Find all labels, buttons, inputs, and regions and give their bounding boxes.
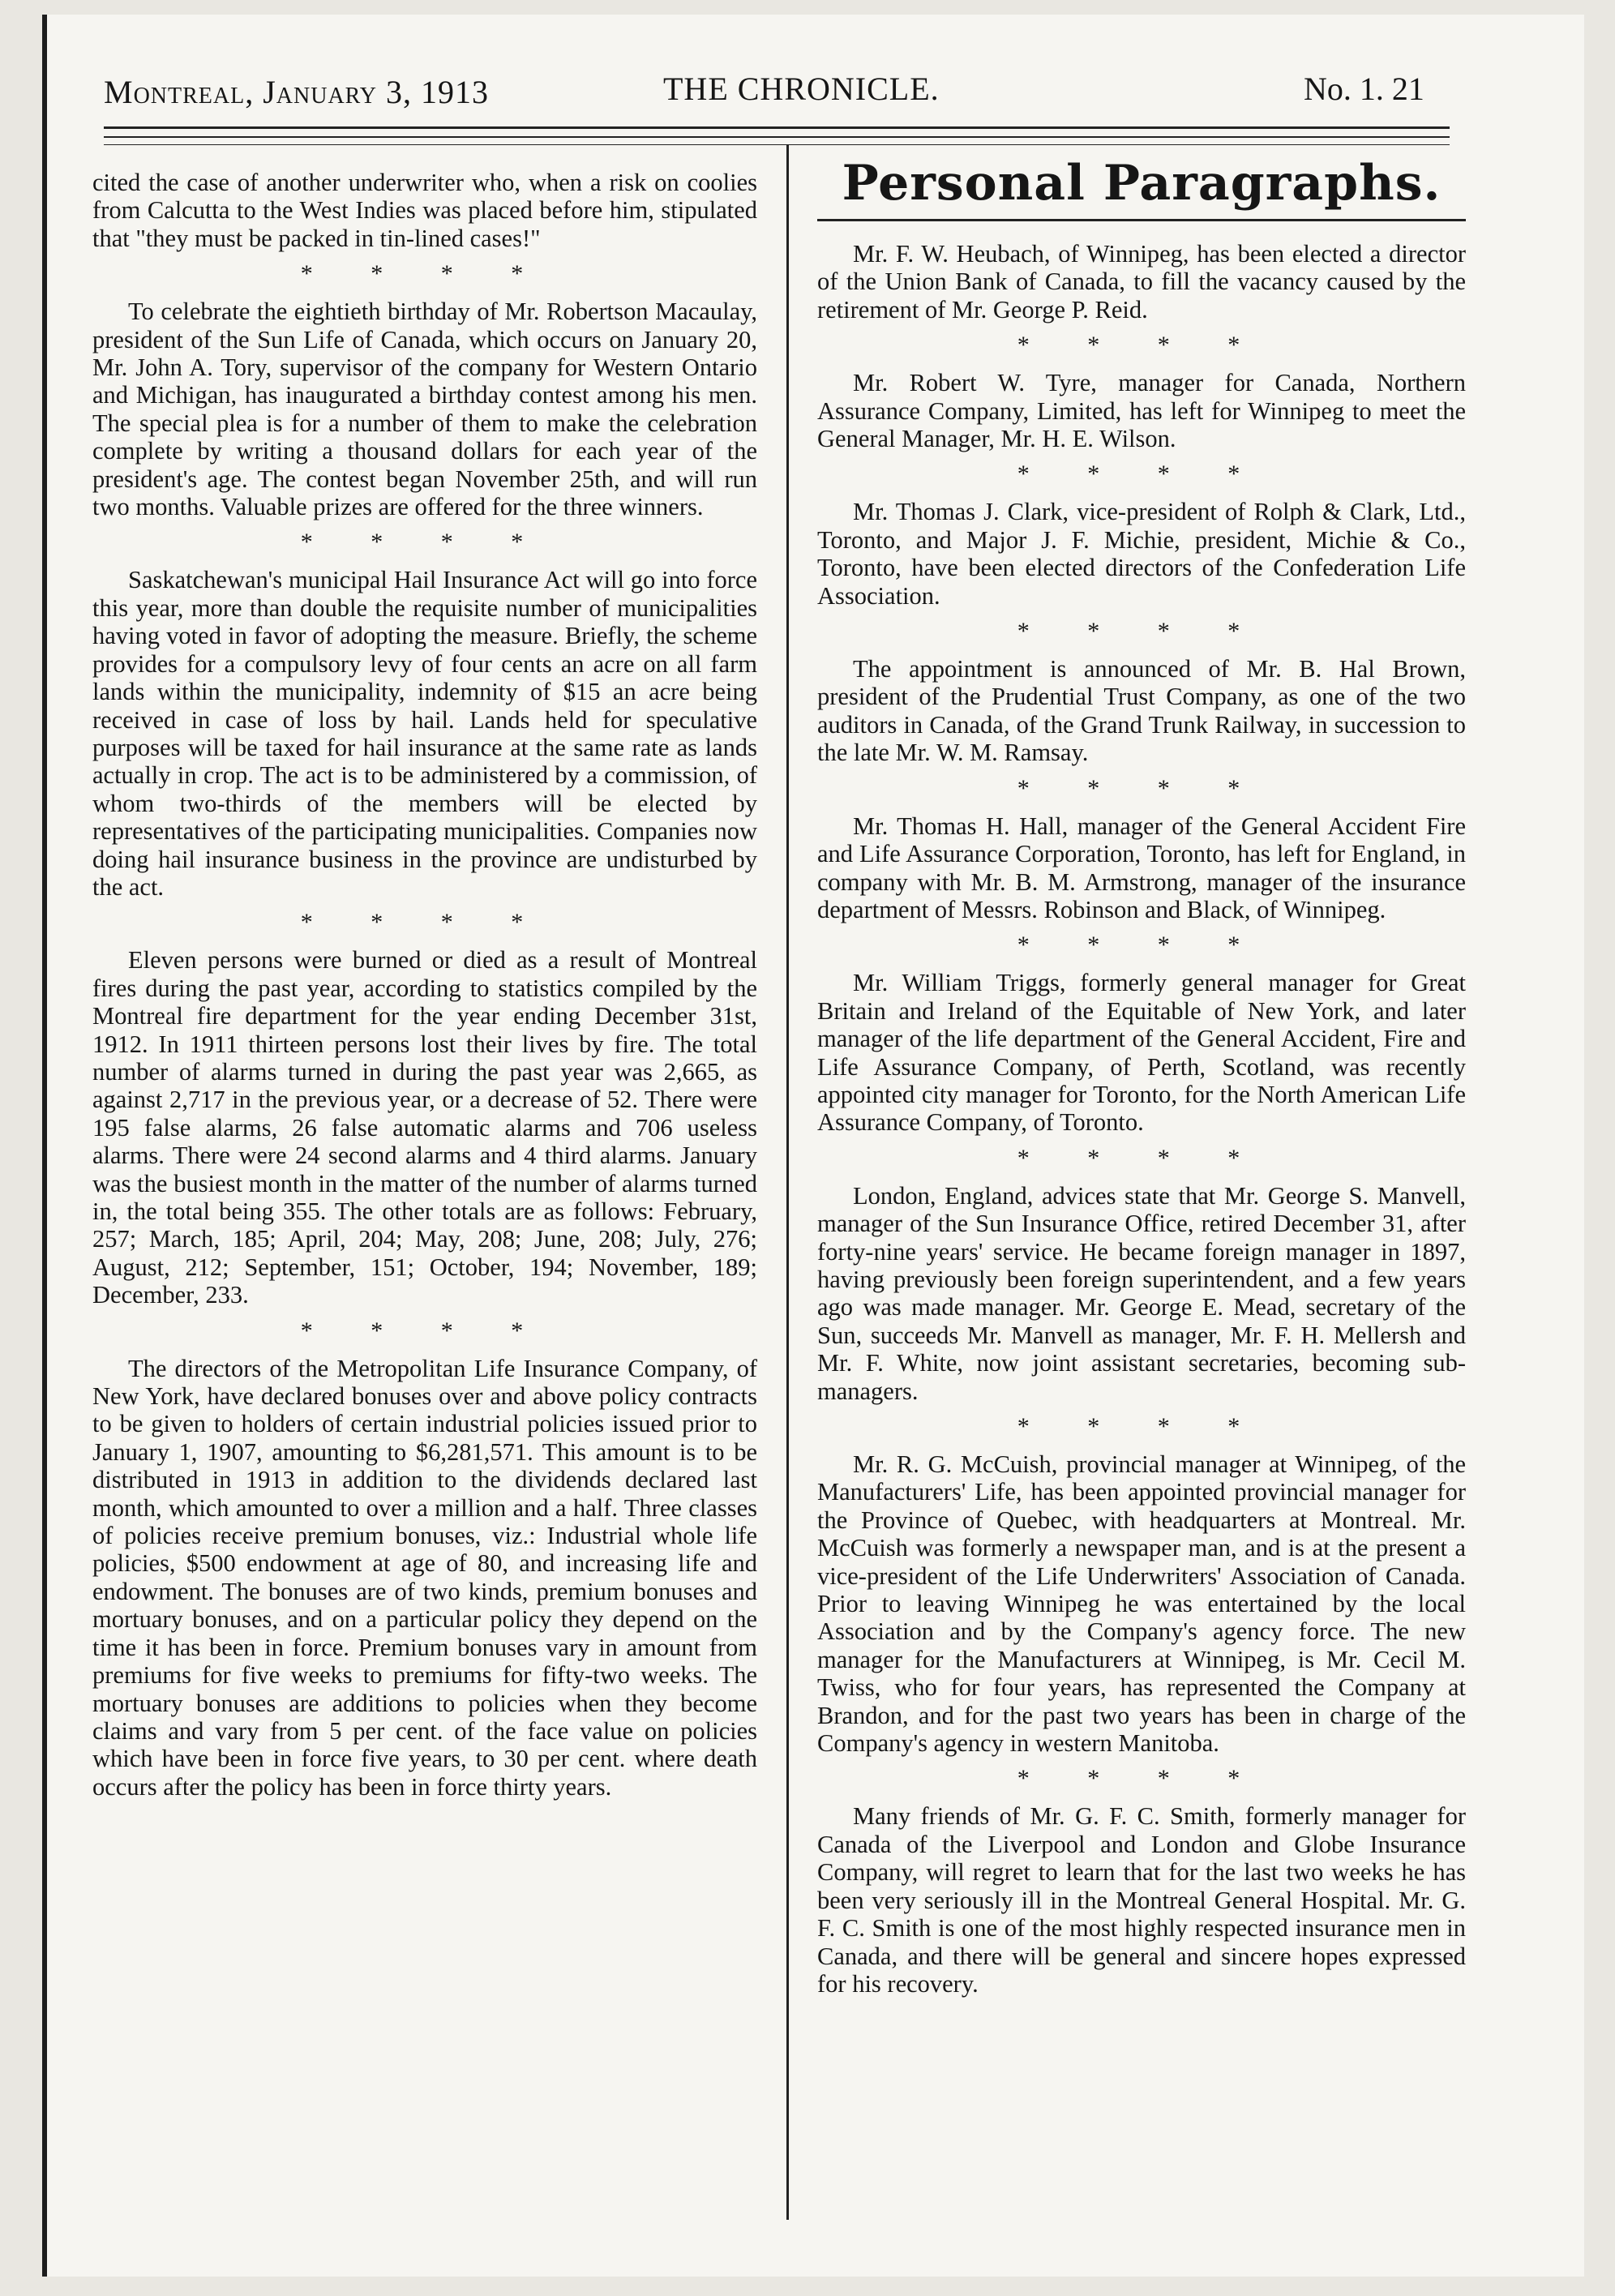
personal-paragraph: Mr. R. G. McCuish, provincial manager at Winnipeg, of the Manufacturers' Life, has been appointed provincial manager for the Province of Quebec, with headquarters at Montreal. Mr. McCuish was formerly a newspaper man, and is at the present a vice-president of the Life Underwriters' Association of Canada. Prior to leaving Winnipeg he was entertained by the local Association and by the Company's agency force. The new manager for the Manufacturers at Winnipeg, is Mr. Cecil M. Twiss, who for four years, has represented the Company at Brandon, and for the past two years has been in charge of the Company's agency in western Manitoba. bbox=[817, 1450, 1466, 1758]
article-paragraph: cited the case of another underwriter who, when a risk on coolies from Calcutta to the West Indies was placed before him, stipulated that "they must be packed in tin-lined cases!" bbox=[92, 169, 757, 252]
personal-paragraph: Mr. Thomas J. Clark, vice-president of Rolph & Clark, Ltd., Toronto, and Major J. F. Michie, president, Michie & Co., Toronto, have been elected directors of the Confederation Life Association. bbox=[817, 498, 1466, 610]
section-separator: * * * * bbox=[300, 1317, 550, 1344]
article-paragraph: The directors of the Metropolitan Life Insurance Company, of New York, have declared bonuses over and above policy contracts to be given to holders of certain industrial policies issued prior to January 1, 1907, amounting to $6,281,571. This amount is to be distributed in 1913 in addition to the dividends declared last month, which amounted to over a million and a half. Three classes of policies receive premium bonuses, viz.: Industrial whole life policies, $500 endowment at age of 80, and increasing life and endowment. The bonuses are of two kinds, premium bonuses and mortuary bonuses, and on a particular policy they depend on the time it has been in force. Premium bonuses vary in amount from premiums for five weeks to premiums for fifty-two weeks. The mortuary bonuses are additions to policies when they become claims and vary from 5 per cent. of the face value on policies which have been in force five years, to 30 per cent. where death occurs after the policy has been in force thirty years. bbox=[92, 1354, 757, 1801]
section-separator: * * * * bbox=[1017, 460, 1266, 488]
right-column bbox=[817, 240, 1466, 1998]
personal-paragraph: Mr. William Triggs, formerly general manager for Great Britain and Ireland of the Equitable of New York, and later manager of the life department of the General Accident, Fire and Life Assurance Company, of Perth, Scotland, was recently appointed city manager for Toronto, for the North American Life Assurance Company, of Toronto. bbox=[817, 969, 1466, 1137]
personal-paragraph: Mr. F. W. Heubach, of Winnipeg, has been elected a director of the Union Bank of Canada, to fill the vacancy caused by the retirement of Mr. George P. Reid. bbox=[817, 240, 1466, 323]
masthead-issue-number: No. 1. 21 bbox=[1304, 71, 1424, 107]
section-separator: * * * * bbox=[1017, 1765, 1266, 1793]
section-separator: * * * * bbox=[300, 260, 550, 288]
section-separator: * * * * bbox=[1017, 774, 1266, 802]
personal-paragraph: Many friends of Mr. G. F. C. Smith, formerly manager for Canada of the Liverpool and London and Globe Insurance Company, will regret to learn that for the last two weeks he has been very seriously ill in the Montreal General Hospital. Mr. G. F. C. Smith is one of the most highly respected insurance men in Canada, and there will be general and sincere hopes expressed for his recovery. bbox=[817, 1802, 1466, 1998]
masthead-title: THE CHRONICLE. bbox=[663, 71, 940, 107]
personal-paragraph: The appointment is announced of Mr. B. Hal Brown, president of the Prudential Trust Company, as one of the two auditors in Canada, of the Grand Trunk Railway, in succession to the late Mr. W. M. Ramsay. bbox=[817, 655, 1466, 767]
article-paragraph: To celebrate the eightieth birthday of Mr. Robertson Macaulay, president of the Sun Life of Canada, which occurs on January 20, Mr. John A. Tory, supervisor of the company for Western Ontario and Michigan, has inaugurated a birthday contest among his men. The special plea is for a number of them to make the celebration complete by writing a thousand dollars for each year of the president's age. The contest began November 25th, and will run two months. Valuable prizes are offered for the three winners. bbox=[92, 298, 757, 521]
masthead-rule bbox=[104, 136, 1450, 138]
left-column bbox=[92, 169, 757, 1801]
section-heading: Personal Paragraphs. bbox=[842, 155, 1442, 212]
masthead-rule bbox=[104, 144, 1450, 145]
newspaper-page bbox=[42, 15, 1584, 2277]
personal-paragraph: Mr. Robert W. Tyre, manager for Canada, Northern Assurance Company, Limited, has left for Winnipeg to meet the General Manager, Mr. H. E. Wilson. bbox=[817, 369, 1466, 453]
masthead-rule bbox=[104, 126, 1450, 129]
personal-paragraph: Mr. Thomas H. Hall, manager of the General Accident Fire and Life Assurance Corporation, Toronto, has left for England, in company with Mr. B. M. Armstrong, manager of the insurance department of Messrs. Robinson and Black, of Winnipeg. bbox=[817, 812, 1466, 923]
section-separator: * * * * bbox=[300, 909, 550, 936]
section-separator: * * * * bbox=[1017, 932, 1266, 959]
masthead-date: Montreal, January 3, 1913 bbox=[104, 74, 490, 110]
heading-rule bbox=[817, 219, 1466, 221]
section-separator: * * * * bbox=[1017, 1144, 1266, 1172]
article-paragraph: Saskatchewan's municipal Hail Insurance Act will go into force this year, more than double the requisite number of municipalities having voted in favor of adopting the measure. Briefly, the scheme provides for a compulsory levy of four cents an acre on all farm lands within the municipality, indemnity of $15 an acre being received in case of loss by hail. Lands held for speculative purposes will be taxed for hail insurance at the same rate as lands actually in crop. The act is to be administered by a commission, of whom two-thirds of the members will be elected by representatives of the participating municipalities. Companies now doing hail insurance business in the province are undisturbed by the act. bbox=[92, 566, 757, 901]
masthead bbox=[104, 73, 1450, 122]
section-separator: * * * * bbox=[300, 529, 550, 556]
section-separator: * * * * bbox=[1017, 332, 1266, 359]
personal-paragraph: London, England, advices state that Mr. George S. Manvell, manager of the Sun Insurance Office, retired December 31, after forty-nine years' service. He became foreign manager in 1897, having previously been foreign superintendent, and a few years ago was made manager. Mr. George E. Mead, secretary of the Sun, succeeds Mr. Manvell as manager, Mr. F. H. Mellersh and Mr. F. White, now joint assistant secretaries, becoming sub-managers. bbox=[817, 1181, 1466, 1405]
section-separator: * * * * bbox=[1017, 1413, 1266, 1440]
section-separator: * * * * bbox=[1017, 618, 1266, 645]
article-paragraph: Eleven persons were burned or died as a result of Montreal fires during the past year, according to statistics compiled by the Montreal fire department for the year ending December 31st, 1912. In 1911 thirteen persons lost their lives by fire. The total number of alarms turned in during the past year was 2,665, as against 2,717 in the previous year, or a decrease of 52. There were 195 false alarms, 26 false automatic alarms and 706 useless alarms. There were 24 second alarms and 4 third alarms. January was the busiest month in the matter of the number of alarms turned in, the total being 355. The other totals are as follows: February, 257; March, 185; April, 204; May, 208; June, 208; July, 276; August, 212; September, 151; October, 194; November, 189; December, 233. bbox=[92, 946, 757, 1309]
column-divider bbox=[786, 144, 789, 2220]
